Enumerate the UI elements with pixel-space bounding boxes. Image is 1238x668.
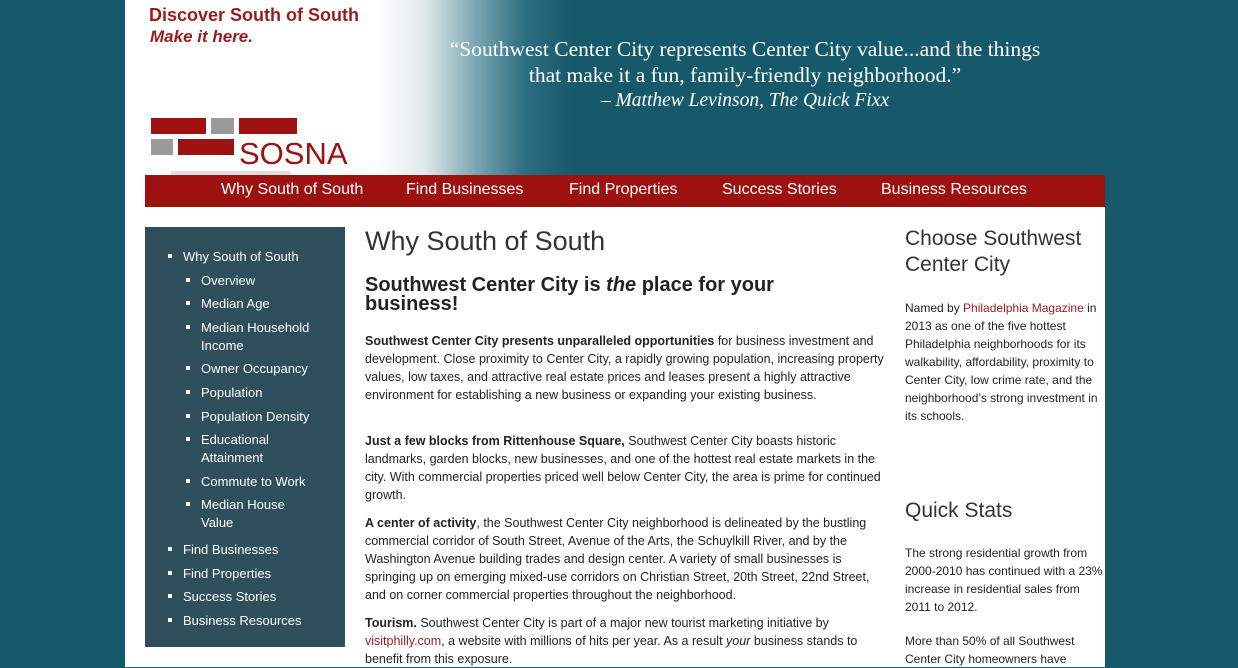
sidebar-item-population[interactable] xyxy=(201,384,321,402)
paragraph-center-of-activity: A center of activity, the Southwest Center City neighborhood is delineated by the bustling commercial corridor of South Street, Avenue of the Arts, the Schuylkill River, and by the Washington Avenue building trades and design center. A variety of small businesses is springing up on emerging mixed-use corridors on Christian Street, 20th Street, 22nd Street, and on corner commercial properties throughout the neighborhood. xyxy=(365,516,870,602)
page-title: Why South of South xyxy=(365,226,606,256)
bullet-icon xyxy=(186,325,190,329)
nav-item-why-south-of-south[interactable]: Why South of South xyxy=(221,181,364,198)
sidebar-item-label: Overview xyxy=(201,273,256,288)
sidebar-item-educational-attainment[interactable] xyxy=(201,431,281,467)
tagline-primary: Discover South of South xyxy=(149,5,360,25)
bullet-icon xyxy=(168,618,172,622)
paragraph-opportunities: Southwest Center City presents unparalleled opportunities for business investment and development. Close proximity to Center City, a rapidly growing population, increasing property values, low taxes, and attractive real estate prices and leases present a highly attractive environment for establishing a new business or expanding your existing business. xyxy=(365,334,884,402)
bullet-icon xyxy=(186,502,190,506)
sidebar-item-label: Median Age xyxy=(201,296,270,311)
sidebar-item-label: Owner Occupancy xyxy=(201,361,308,376)
sidebar-item-median-house-value[interactable] xyxy=(201,496,296,532)
sidebar-item-commute-to-work[interactable] xyxy=(201,473,326,491)
bullet-icon xyxy=(186,278,190,282)
sidebar-item-label: Population Density xyxy=(201,409,310,424)
philadelphia-magazine-link[interactable]: Philadelphia Magazine xyxy=(963,301,1084,315)
sidebar-item-find-properties[interactable] xyxy=(183,565,333,583)
bullet-icon xyxy=(186,437,190,441)
sidebar-item-label: Find Businesses xyxy=(183,542,279,557)
header-quote xyxy=(395,36,1095,114)
site-header xyxy=(125,0,1105,175)
sidebar-item-median-age[interactable] xyxy=(201,295,321,313)
nav-item-success-stories[interactable]: Success Stories xyxy=(722,181,837,198)
sidebar-item-overview[interactable] xyxy=(201,272,321,290)
tagline-secondary: Make it here. xyxy=(150,27,253,46)
bullet-icon xyxy=(168,254,172,258)
choose-paragraph: Named by Philadelphia Magazine in 2013 as one of the five hottest Philadelphia neighborhoods for its walkability, affordability, proximity to Center City, low crime rate, and the neighborhood’s strong investment in its schools. xyxy=(905,301,1098,423)
sidebar-item-business-resources[interactable] xyxy=(183,612,333,630)
sidebar-item-owner-occupancy[interactable] xyxy=(201,360,321,378)
quote-line-2: that make it a fun, family-friendly neighborhood.” xyxy=(528,63,962,87)
sidebar-item-label: Median Household Income xyxy=(201,320,310,353)
paragraph-tourism: Tourism. Southwest Center City is part of a major new tourist marketing initiative by visitphilly.com, a website with millions of hits per year. As a result your business stands to benefit from this exposure. xyxy=(365,616,858,666)
bullet-icon xyxy=(168,571,172,575)
visitphilly-link[interactable]: visitphilly.com xyxy=(365,634,442,648)
main-nav xyxy=(145,175,1105,207)
nav-item-find-businesses[interactable]: Find Businesses xyxy=(406,181,524,198)
paragraph-rittenhouse: Just a few blocks from Rittenhouse Square, Southwest Center City boasts historic landmarks, garden blocks, new businesses, and one of the hottest real estate markets in the city. With commercial properties priced well below Center City, the area is prime for continued growth. xyxy=(365,434,881,502)
sidebar-item-population-density[interactable] xyxy=(201,408,326,426)
bullet-icon xyxy=(186,414,190,418)
page-subtitle: Southwest Center City is the place for your business! xyxy=(365,274,774,315)
sidebar-item-label: Success Stories xyxy=(183,589,277,604)
sidebar-item-label: Why South of South xyxy=(183,249,299,264)
sidebar-item-label: Population xyxy=(201,385,263,400)
bullet-icon xyxy=(186,479,190,483)
sidebar-item-median-household-income[interactable] xyxy=(201,319,316,355)
sidebar-item-success-stories[interactable] xyxy=(183,588,333,606)
quote-line-1: “Southwest Center City represents Center City value...and the things xyxy=(449,37,1041,61)
page-container xyxy=(125,0,1105,667)
sidebar-item-label: Commute to Work xyxy=(201,474,306,489)
choose-heading: Choose Southwest Center City xyxy=(905,227,1082,276)
sidebar-item-label: Business Resources xyxy=(183,613,302,628)
sosna-logo[interactable] xyxy=(151,118,361,175)
sidebar-item-find-businesses[interactable] xyxy=(183,541,333,559)
sidebar-item-label: Find Properties xyxy=(183,566,272,581)
logo-wordmark: SOSNA xyxy=(239,136,348,171)
quick-stats-heading: Quick Stats xyxy=(905,499,1013,522)
bullet-icon xyxy=(186,366,190,370)
quick-stats-paragraph-2: More than 50% of all Southwest Center City homeowners have xyxy=(905,634,1075,666)
sidebar-item-label: Educational Attainment xyxy=(201,432,269,465)
nav-item-business-resources[interactable]: Business Resources xyxy=(881,181,1027,198)
sidebar-item-why-south-of-south[interactable] xyxy=(183,248,333,266)
bullet-icon xyxy=(186,301,190,305)
quick-stats-paragraph-1: The strong residential growth from 2000-2010 has continued with a 23% increase in residential sales from 2011 to 2012. xyxy=(905,546,1103,614)
sidebar-nav xyxy=(145,227,345,647)
bullet-icon xyxy=(168,547,172,551)
nav-item-find-properties[interactable]: Find Properties xyxy=(569,181,678,198)
quote-attribution: – Matthew Levinson, The Quick Fixx xyxy=(600,90,890,111)
sidebar-item-label: Median House Value xyxy=(201,497,285,530)
bullet-icon xyxy=(186,390,190,394)
bullet-icon xyxy=(168,594,172,598)
